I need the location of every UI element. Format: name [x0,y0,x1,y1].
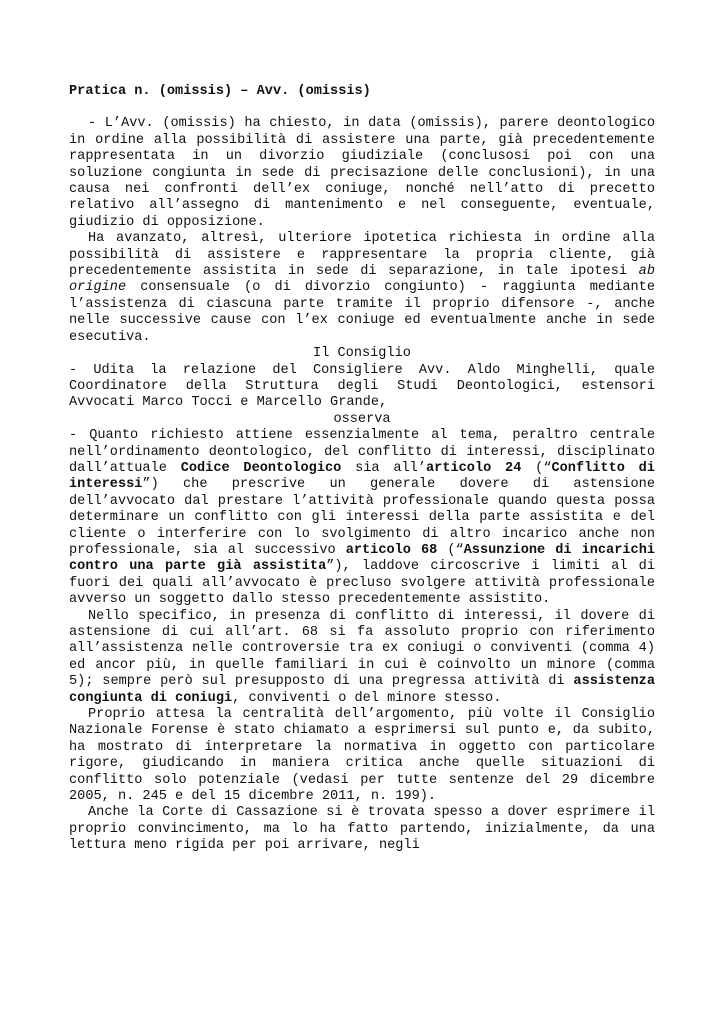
document-page [69,84,655,855]
bold-term: Assunzione di incarichi contro una parte già assistita [69,542,656,575]
text-span: Ha avanzato, altresì, ulteriore ipotetica richiesta in ordine alla possibilità di assistere e rappresentare la propria cliente, già precedentemente assistita in sede di separazione, in tale ipotesi [69,231,655,280]
text-span: ”), laddove circoscrive i limiti al di fuori dei quali all’avvocato è precluso svolgere attività professionale avverso un soggetto dallo stesso precedentemente assistito. [69,559,655,608]
paragraph-relazione: - Udita la relazione del Consigliere Avv. Aldo Minghelli, quale Coordinatore della Struttura degli Studi Deontologici, estensori Avvocati Marco Tocci e Marcello Grande, [69,362,655,411]
paragraph-specifico [69,609,655,707]
paragraph-request: - L’Avv. (omissis) ha chiesto, in data (omissis), parere deontologico in ordine alla possibilità di assistere una parte, già precedentemente rappresentata in un divorzio giudiziale (conclusosi poi con una soluzione congiunta in sede di precisazione delle conclusioni), in una causa nei confronti dell’ex coniuge, nonché nell’atto di precetto relativo all’assegno di mantenimento e nel conseguente, eventuale, giudizio di opposizione. [69,116,655,230]
paragraph-further-request [69,231,655,346]
italic-term: ab origine [69,264,655,296]
paragraph-cnf: Proprio attesa la centralità dell’argomento, più volte il Consiglio Nazionale Forense è stato chiamato a esprimersi sul punto e, da subito, ha mostrato di interpretare la normativa in oggetto con particolare rigore, giudicando in maniera critica anche quelle situazioni di conflitto solo potenziale (vedasi per tutte sentenze del 29 dicembre 2005, n. 245 e del 15 dicembre 2011, n. 199). [69,707,655,805]
text-span: consensuale (o di divorzio congiunto) - raggiunta mediante l’assistenza di ciascuna parte tramite il proprio difensore -, anche nelle successive cause con l’ex coniuge ed eventualmente anche in sede esecutiva. [69,280,655,345]
text-span: (“ [437,542,464,558]
bold-term: Codice Deontologico [180,460,342,476]
text-span: (“ [521,460,552,476]
text-span: ”) che prescrive un generale dovere di astensione dell’avvocato dal prestare l’attività professionale quando questa possa determinare un conflitto con gli interessi della parte assistita e del cliente o interferire con lo svolgimento di altro incarico anche non professionale, sia al successivo [69,477,655,558]
heading-consiglio: Il Consiglio [313,346,411,362]
text-span: , conviventi o del minore stesso. [232,690,502,706]
bold-term: articolo 68 [345,542,438,558]
heading-osserva: osserva [333,411,391,427]
paragraph-conflitto [69,428,655,608]
bold-term: assistenza congiunta di coniugi [69,674,655,706]
text-span: - Quanto richiesto attiene essenzialmente al tema, peraltro centrale nell’ordinamento deontologico, del conflitto di interessi, disciplinato dall’attuale [69,428,655,476]
document-title: Pratica n. (omissis) – Avv. (omissis) [69,84,371,99]
paragraph-cassazione: Anche la Corte di Cassazione si è trovata spesso a dover esprimere il proprio convincimento, ma lo ha fatto partendo, inizialmente, da una lettura meno rigida per poi arrivare, negli [69,805,655,854]
text-span: Nello specifico, in presenza di conflitto di interessi, il dovere di astensione di cui all’art. 68 si fa assoluto proprio con riferimento all’assistenza nelle controversie tra ex coniugi o conviventi (comma 4) ed ancor più, in quelle familiari in cui è coinvolto un minore (comma 5); sempre però sul presupposto di una pregressa attività di [69,608,655,690]
bold-term: articolo 24 [426,460,522,476]
text-span: sia all’ [341,460,426,476]
bold-term: Conflitto di interessi [69,460,656,493]
